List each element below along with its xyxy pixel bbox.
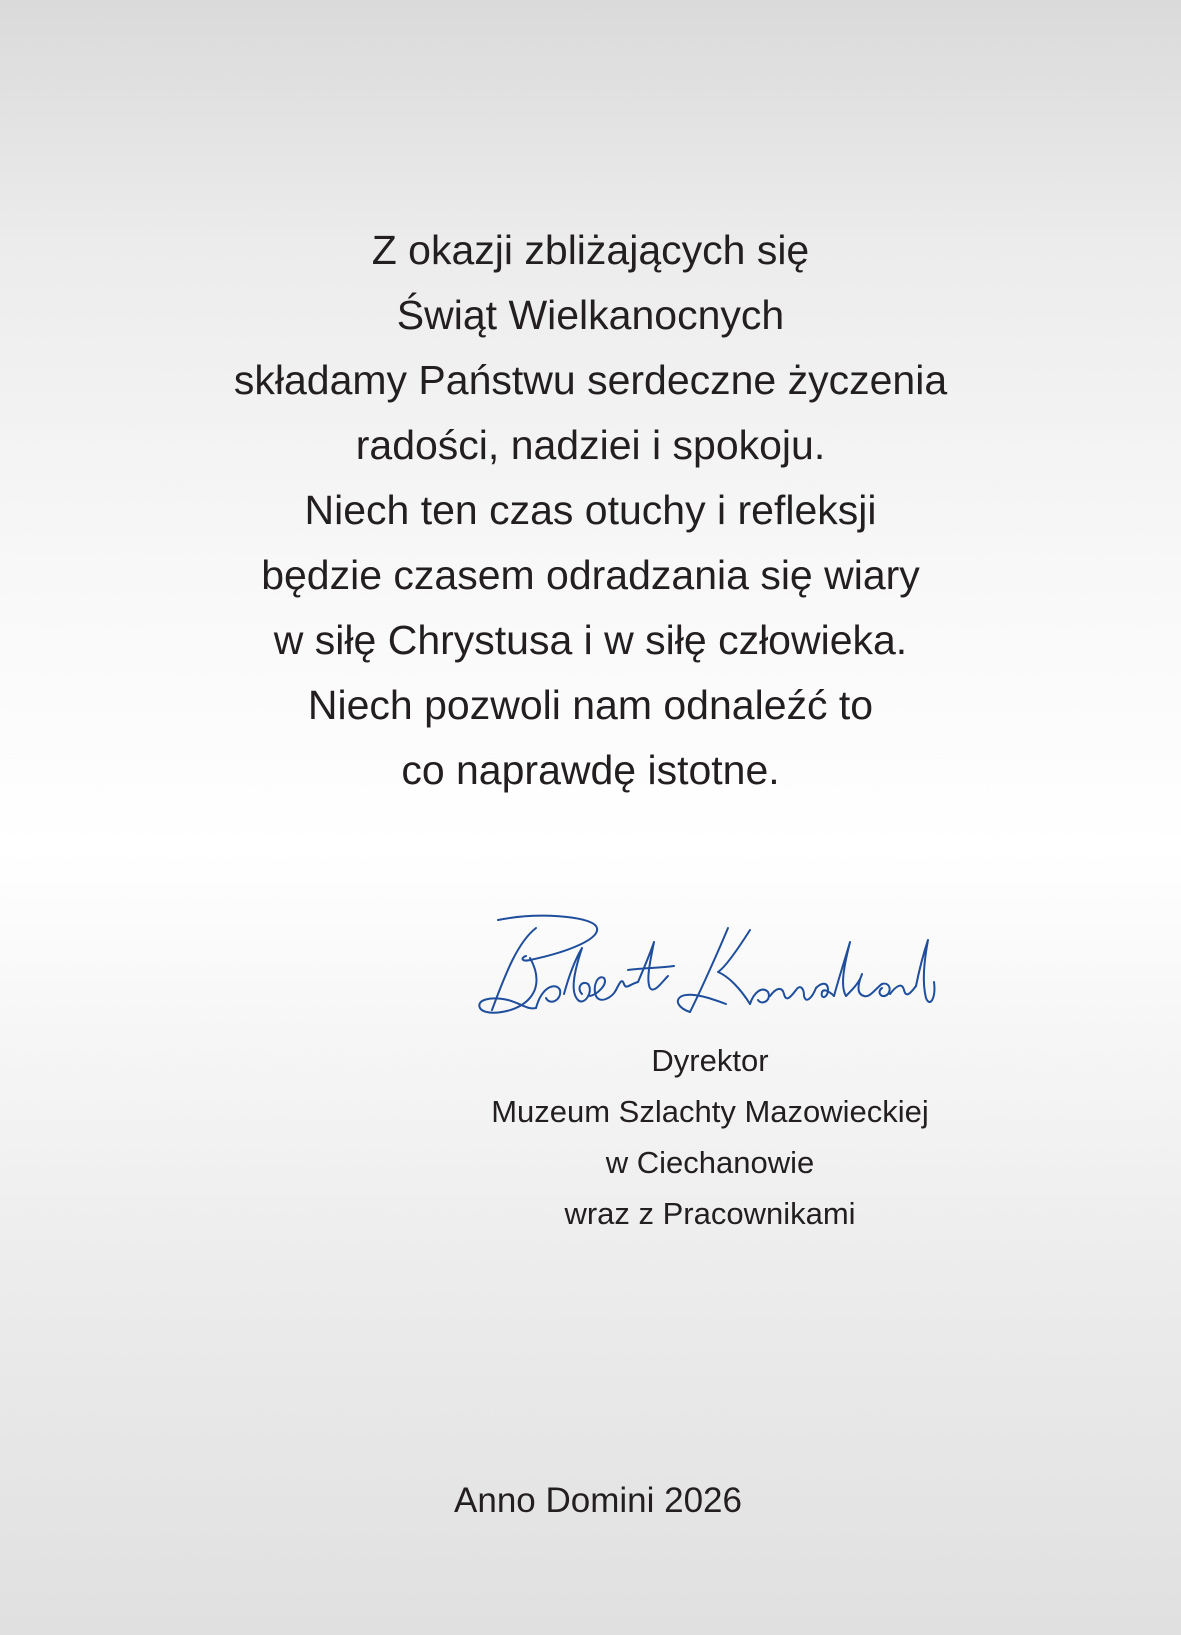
sender-institution: Muzeum Szlachty Mazowieckiej: [491, 1094, 929, 1129]
sender-block: [452, 1035, 968, 1239]
sender-title: Dyrektor: [651, 1043, 769, 1078]
greeting-line: radości, nadziei i spokoju.: [355, 422, 826, 468]
greeting-line: co naprawdę istotne.: [401, 747, 780, 793]
date-line: Anno Domini 2026: [454, 1481, 742, 1520]
greeting-line: składamy Państwu serdeczne życzenia: [233, 357, 948, 403]
sender-staff: wraz z Pracownikami: [564, 1196, 856, 1231]
greeting-line: Niech pozwoli nam odnaleźć to: [307, 682, 874, 728]
greeting-text: [0, 218, 1181, 803]
greeting-line: Świąt Wielkanocnych: [396, 292, 785, 338]
greeting-line: Niech ten czas otuchy i refleksji: [304, 487, 877, 533]
greeting-line: Z okazji zbliżających się: [371, 227, 810, 273]
greeting-line: będzie czasem odradzania się wiary: [261, 552, 920, 598]
handwritten-signature: [478, 912, 938, 1022]
sender-location: w Ciechanowie: [605, 1145, 815, 1180]
signature-drawing: [478, 912, 938, 1022]
greeting-line: w siłę Chrystusa i w siłę człowieka.: [273, 617, 908, 663]
